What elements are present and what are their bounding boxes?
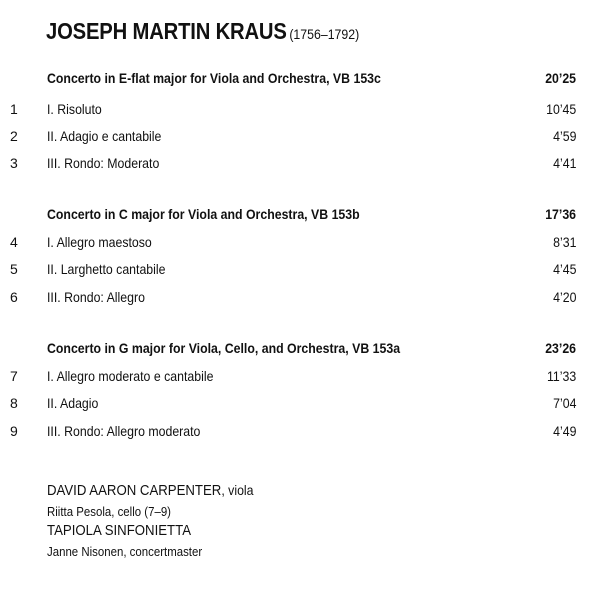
track-row xyxy=(0,421,600,441)
track-title: III. Rondo: Allegro moderato xyxy=(47,423,201,439)
track-title: II. Larghetto cantabile xyxy=(47,261,166,277)
track-row xyxy=(0,99,600,119)
track-row xyxy=(0,287,600,307)
track-number: 6 xyxy=(10,289,18,305)
track-row xyxy=(0,153,600,173)
track-duration: 4’41 xyxy=(552,155,576,171)
track-title: I. Allegro moderato e cantabile xyxy=(47,368,214,384)
track-row xyxy=(0,393,600,413)
track-row xyxy=(0,259,600,279)
soloist-role: , viola xyxy=(221,482,254,498)
track-title: II. Adagio e cantabile xyxy=(47,128,162,144)
track-title: I. Risoluto xyxy=(47,101,102,117)
track-duration: 4’49 xyxy=(552,423,576,439)
track-number: 3 xyxy=(10,155,18,171)
track-duration: 10’45 xyxy=(545,101,576,117)
concertmaster-credit: Janne Nisonen, concertmaster xyxy=(47,544,203,559)
soloist-credit xyxy=(47,482,254,499)
concerto-title: Concerto in E-flat major for Viola and Orchestra, VB 153c xyxy=(47,70,381,86)
concerto-heading xyxy=(0,68,600,88)
concerto-total-time: 20’25 xyxy=(545,70,576,86)
track-duration: 11’33 xyxy=(546,368,576,384)
composer-name: JOSEPH MARTIN KRAUS xyxy=(46,18,287,44)
concerto-heading xyxy=(0,338,600,358)
track-number: 5 xyxy=(10,261,18,277)
track-duration: 8’31 xyxy=(552,234,576,250)
composer-dates: (1756–1792) xyxy=(289,26,360,42)
track-row xyxy=(0,232,600,252)
track-number: 9 xyxy=(10,423,18,439)
track-duration: 7’04 xyxy=(552,395,576,411)
track-title: II. Adagio xyxy=(47,395,99,411)
cellist-credit: Riitta Pesola, cello (7–9) xyxy=(47,504,171,519)
track-row xyxy=(0,126,600,146)
orchestra-credit: TAPIOLA SINFONIETTA xyxy=(47,522,192,539)
concerto-title: Concerto in G major for Viola, Cello, and Orchestra, VB 153a xyxy=(47,340,401,356)
composer-heading xyxy=(46,18,359,45)
soloist-name: DAVID AARON CARPENTER xyxy=(47,482,222,499)
track-title: I. Allegro maestoso xyxy=(47,234,152,250)
track-number: 4 xyxy=(10,234,18,250)
track-number: 1 xyxy=(10,101,18,117)
track-row xyxy=(0,366,600,386)
track-number: 2 xyxy=(10,128,18,144)
track-duration: 4’45 xyxy=(552,261,576,277)
track-number: 8 xyxy=(10,395,18,411)
concerto-title: Concerto in C major for Viola and Orchestra, VB 153b xyxy=(47,206,360,222)
track-number: 7 xyxy=(10,368,18,384)
concerto-heading xyxy=(0,204,600,224)
track-duration: 4’59 xyxy=(552,128,576,144)
concerto-total-time: 17’36 xyxy=(545,206,576,222)
track-title: III. Rondo: Moderato xyxy=(47,155,160,171)
track-title: III. Rondo: Allegro xyxy=(47,289,145,305)
track-duration: 4’20 xyxy=(552,289,576,305)
concerto-total-time: 23’26 xyxy=(545,340,576,356)
